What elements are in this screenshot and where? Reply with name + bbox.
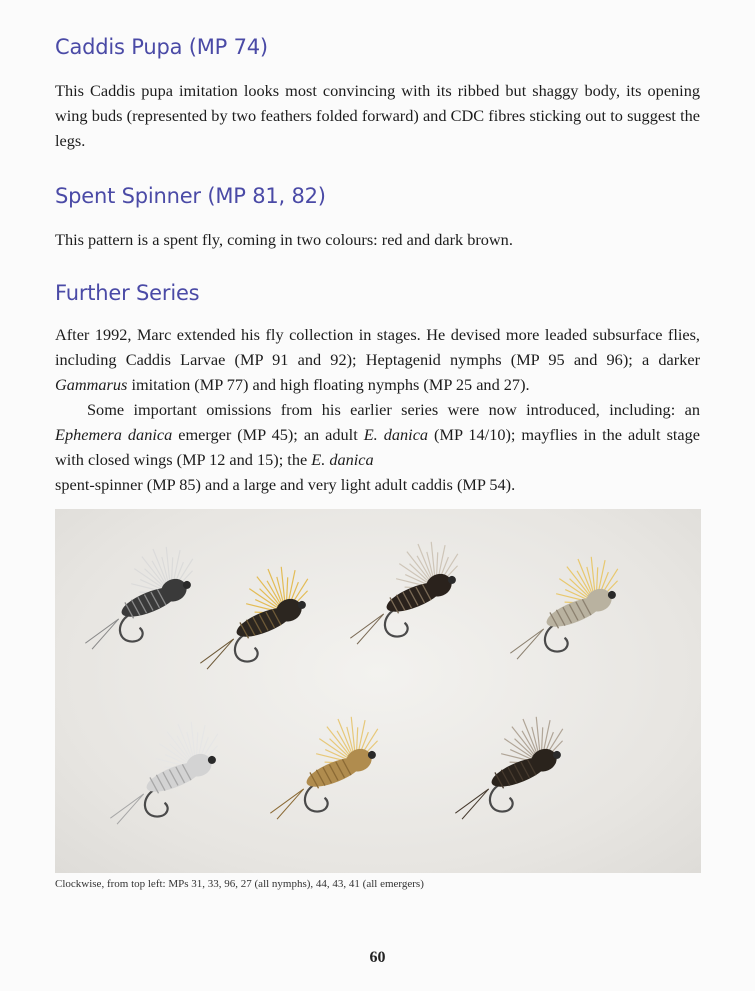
fly-specimen	[327, 532, 478, 654]
page-number: 60	[369, 949, 386, 966]
heading-spent-spinner: Spent Spinner (MP 81, 82)	[55, 184, 326, 208]
fly-specimen	[487, 547, 638, 669]
text-run: After 1992, Marc extended his fly collection in stages. He devised more leaded subsurface flies, including Caddis Larvae (MP 91 and 92); Heptagenid nymphs (MP 95 and 96); a darker	[55, 325, 700, 369]
text-run: emerger (MP 45); an adult	[172, 425, 364, 444]
fly-specimen	[87, 712, 238, 834]
text-run: imitation (MP 77) and high floating nymphs (MP 25 and 27).	[127, 375, 530, 394]
fly-specimen	[177, 557, 328, 679]
fly-specimen	[247, 707, 398, 829]
paragraph-spent-spinner: This pattern is a spent fly, coming in two colours: red and dark brown.	[55, 230, 513, 249]
paragraph-further-series-1	[55, 322, 700, 397]
fly-photo	[55, 509, 701, 873]
text-run: Some important omissions from his earlier series were now introduced, including: an	[87, 400, 700, 419]
italic-term: Ephemera danica	[55, 425, 173, 444]
italic-term: Gammarus	[55, 375, 128, 394]
fly-specimen	[432, 707, 583, 829]
paragraph-further-series-2	[55, 397, 700, 497]
italic-term: E. danica	[311, 450, 374, 469]
figure-caption: Clockwise, from top left: MPs 31, 33, 96, 27 (all nymphs), 44, 43, 41 (all emergers)	[55, 878, 424, 890]
heading-further-series: Further Series	[55, 281, 200, 305]
fly-specimen	[62, 537, 213, 659]
text-run: (MP 14/10); mayflies in the adult stage with closed wings (MP 12 and 15); the	[55, 425, 701, 469]
italic-term: E. danica	[363, 425, 429, 444]
paragraph-caddis-pupa: This Caddis pupa imitation looks most convincing with its ribbed but shaggy body, its opening wing buds (represented by two feathers folded forward) and CDC fibres sticking out to suggest the legs.	[55, 81, 700, 150]
heading-caddis-pupa: Caddis Pupa (MP 74)	[55, 35, 268, 59]
text-run: spent-spinner (MP 85) and a large and very light adult caddis (MP 54).	[55, 475, 516, 494]
fly-photo-illustration	[55, 509, 701, 873]
